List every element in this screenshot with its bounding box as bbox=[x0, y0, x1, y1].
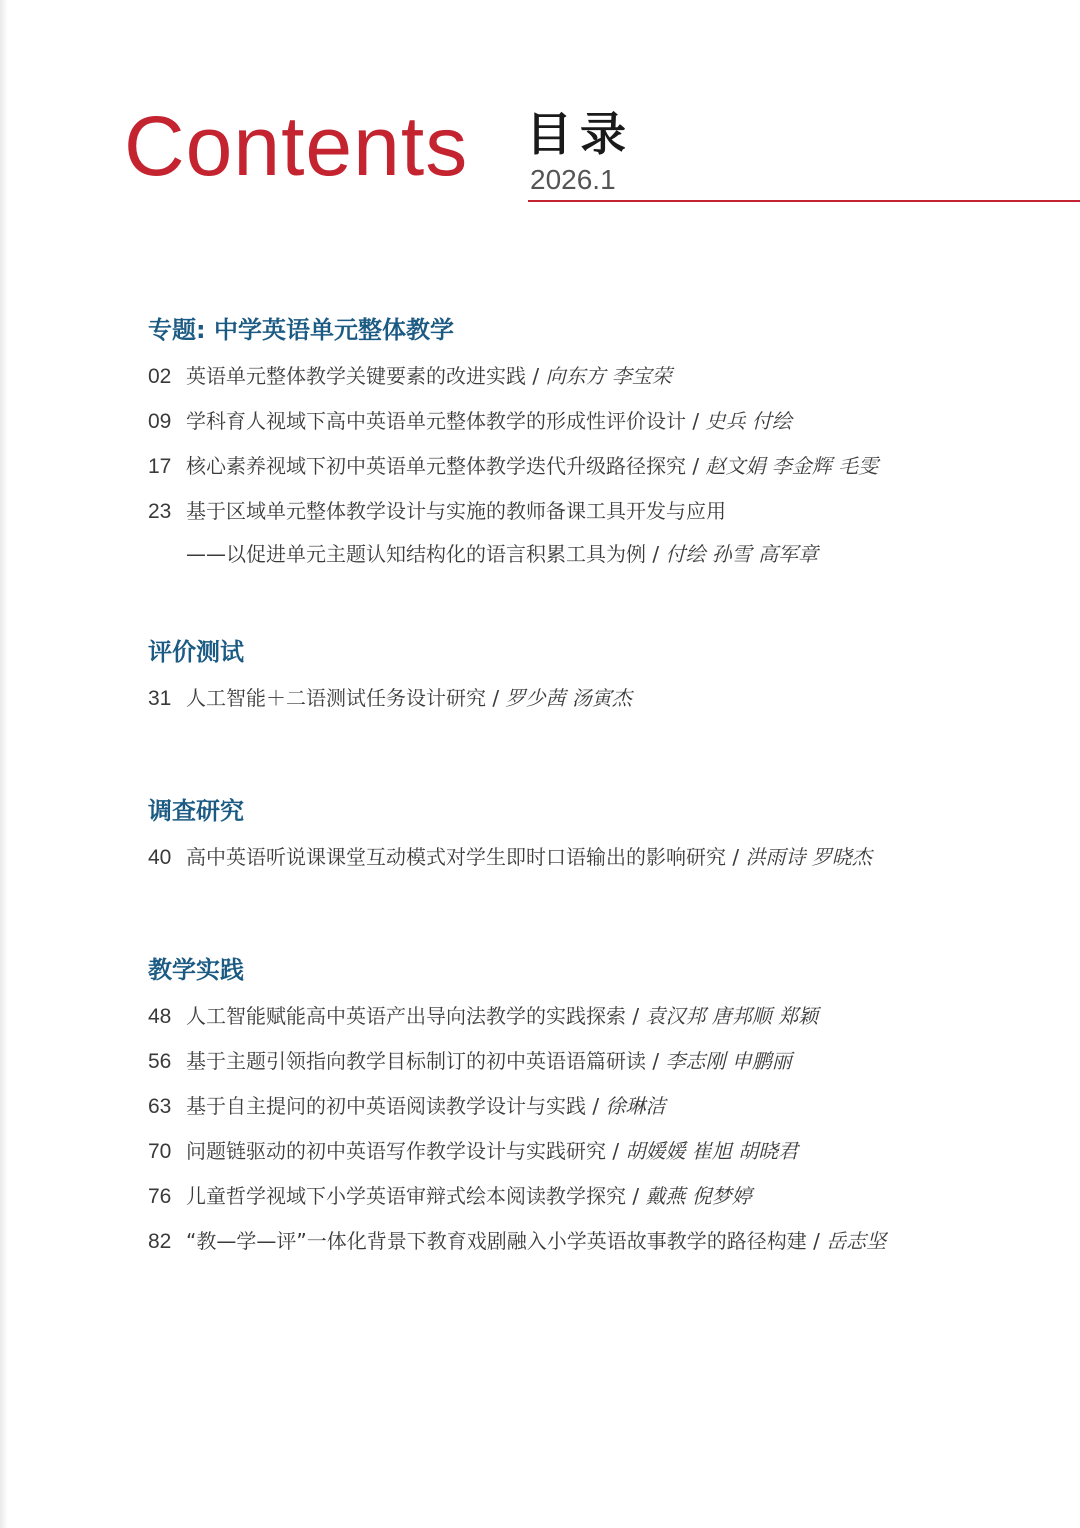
entry-authors: 赵文娟 李金辉 毛雯 bbox=[705, 454, 879, 478]
entry-title: 人工智能赋能高中英语产出导向法教学的实践探索 bbox=[186, 1004, 626, 1028]
entry-subtitle: ——以促进单元主题认知结构化的语言积累工具为例 bbox=[186, 542, 646, 566]
entry-page-number: 23 bbox=[148, 500, 172, 523]
entry-separator: / bbox=[606, 1139, 626, 1163]
entry-page-number: 70 bbox=[148, 1140, 172, 1163]
entry-title: 学科育人视域下高中英语单元整体教学的形成性评价设计 bbox=[186, 409, 686, 433]
entry-separator: / bbox=[626, 1184, 646, 1208]
entry-separator: / bbox=[626, 1004, 646, 1028]
entry-authors: 向东方 李宝荣 bbox=[545, 364, 672, 388]
entry-page-number: 56 bbox=[148, 1050, 172, 1073]
entry-separator: / bbox=[806, 1229, 827, 1253]
section-spacer bbox=[148, 880, 1048, 950]
contents-heading-cn: 目录 bbox=[526, 107, 634, 161]
entry-title: 核心素养视域下初中英语单元整体教学迭代升级路径探究 bbox=[186, 454, 686, 478]
toc-entry[interactable] bbox=[148, 994, 1048, 1039]
entry-authors: 戴燕 倪梦婷 bbox=[645, 1184, 752, 1208]
toc-entry[interactable] bbox=[148, 1219, 1048, 1264]
entry-authors: 史兵 付绘 bbox=[705, 409, 792, 433]
entry-authors: 罗少茜 汤寅杰 bbox=[505, 686, 632, 710]
section-title: 调查研究 bbox=[148, 797, 244, 825]
entry-separator: / bbox=[646, 542, 666, 566]
entry-separator: / bbox=[726, 845, 746, 869]
entry-page-number: 31 bbox=[148, 687, 172, 710]
toc-section-assessment bbox=[148, 632, 1048, 721]
entry-separator: / bbox=[526, 364, 546, 388]
entry-page-number: 63 bbox=[148, 1095, 172, 1118]
section-title: 教学实践 bbox=[148, 956, 244, 984]
toc-entry[interactable] bbox=[148, 676, 1048, 721]
section-title: 专题: 中学英语单元整体教学 bbox=[148, 316, 454, 344]
entry-page-number: 76 bbox=[148, 1185, 172, 1208]
toc-entry[interactable] bbox=[148, 1174, 1048, 1219]
entry-authors: 李志刚 申鹏丽 bbox=[665, 1049, 792, 1073]
entry-title: 基于区域单元整体教学设计与实施的教师备课工具开发与应用 bbox=[186, 499, 726, 523]
entry-authors: 胡媛媛 崔旭 胡晓君 bbox=[625, 1139, 799, 1163]
entry-title: “教—学—评”一体化背景下教育戏剧融入小学英语故事教学的路径构建 bbox=[186, 1229, 807, 1253]
contents-heading: Contents bbox=[124, 99, 469, 193]
entry-title: 问题链驱动的初中英语写作教学设计与实践研究 bbox=[186, 1139, 606, 1163]
entry-page-number: 40 bbox=[148, 846, 172, 869]
toc-section-special-topic bbox=[148, 310, 1048, 574]
issue-number: 2026.1 bbox=[530, 164, 616, 195]
section-spacer bbox=[148, 721, 1048, 791]
entry-subtitle-line bbox=[148, 534, 1048, 574]
entry-title: 儿童哲学视域下小学英语审辩式绘本阅读教学探究 bbox=[186, 1184, 626, 1208]
toc-entry[interactable] bbox=[148, 835, 1048, 880]
toc-entry[interactable] bbox=[148, 1129, 1048, 1174]
section-spacer bbox=[148, 574, 1048, 632]
entry-separator: / bbox=[686, 454, 706, 478]
entry-page-number: 48 bbox=[148, 1005, 172, 1028]
toc-entry[interactable] bbox=[148, 399, 1048, 444]
toc-entry[interactable] bbox=[148, 1084, 1048, 1129]
entry-separator: / bbox=[686, 409, 706, 433]
entry-authors: 袁汉邦 唐邦顺 郑颖 bbox=[645, 1004, 819, 1028]
entry-authors: 洪雨诗 罗晓杰 bbox=[745, 845, 872, 869]
page-edge-shadow bbox=[0, 0, 8, 1528]
table-of-contents bbox=[148, 310, 1048, 1264]
entry-authors: 徐琳洁 bbox=[605, 1094, 666, 1118]
toc-section-survey-research bbox=[148, 791, 1048, 880]
entry-title: 人工智能＋二语测试任务设计研究 bbox=[186, 686, 486, 710]
entry-separator: / bbox=[486, 686, 506, 710]
entry-authors: 岳志坚 bbox=[826, 1229, 887, 1253]
section-title: 评价测试 bbox=[148, 638, 244, 666]
toc-entry[interactable] bbox=[148, 489, 1048, 574]
entry-title: 高中英语听说课课堂互动模式对学生即时口语输出的影响研究 bbox=[186, 845, 726, 869]
entry-page-number: 17 bbox=[148, 455, 172, 478]
entry-title: 基于自主提问的初中英语阅读教学设计与实践 bbox=[186, 1094, 586, 1118]
entry-page-number: 09 bbox=[148, 410, 172, 433]
entry-title: 英语单元整体教学关键要素的改进实践 bbox=[186, 364, 526, 388]
entry-page-number: 82 bbox=[148, 1230, 172, 1253]
entry-separator: / bbox=[586, 1094, 606, 1118]
header-divider bbox=[528, 200, 1080, 202]
entry-separator: / bbox=[646, 1049, 666, 1073]
toc-entry[interactable] bbox=[148, 354, 1048, 399]
toc-section-teaching-practice bbox=[148, 950, 1048, 1264]
entry-title: 基于主题引领指向教学目标制订的初中英语语篇研读 bbox=[186, 1049, 646, 1073]
entry-authors: 付绘 孙雪 高军章 bbox=[665, 542, 819, 566]
entry-page-number: 02 bbox=[148, 365, 172, 388]
toc-header bbox=[0, 0, 1080, 210]
toc-entry[interactable] bbox=[148, 444, 1048, 489]
toc-entry[interactable] bbox=[148, 1039, 1048, 1084]
